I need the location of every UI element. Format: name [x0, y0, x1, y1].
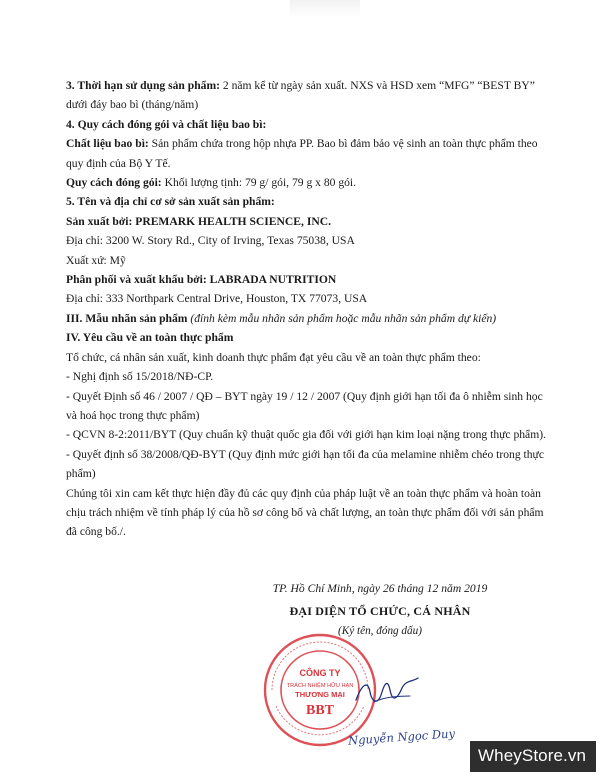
representative-title: ĐẠI DIỆN TỔ CHỨC, CÁ NHÂN: [289, 604, 471, 618]
handwritten-signature: [352, 672, 422, 712]
distributor: [66, 270, 556, 289]
packing-spec-text: Khối lượng tịnh: 79 g/ gói, 79 g x 80 gói.: [161, 176, 357, 190]
stamp-line-3: THƯƠNG MẠI: [295, 690, 345, 699]
scan-smudge: [290, 0, 360, 18]
section-4-heading: 4. Quy cách đóng gói và chất liệu bao bì:: [66, 117, 267, 131]
sign-instruction: (Ký tên, đóng dấu): [338, 625, 422, 637]
requirement-item: - QCVN 8-2:2011/BYT (Quy chuẩn kỹ thuật quốc gia đối với giới hạn kim loại nặng trong thực phẩm).: [66, 428, 546, 442]
section-3: [66, 76, 556, 115]
origin: Xuất xứ: Mỹ: [66, 253, 126, 267]
section-iv-heading: IV. Yêu cầu về an toàn thực phẩm: [66, 331, 234, 345]
manufacturer-name: PREMARK HEALTH SCIENCE, INC.: [132, 214, 331, 228]
manufacturer-address: Địa chỉ: 3200 W. Story Rd., City of Irving, Texas 75038, USA: [66, 234, 355, 248]
signer-name: Nguyễn Ngọc Duy: [347, 726, 456, 748]
requirement-item: - Quyết Định số 46 / 2007 / QĐ – BYT ngày 19 / 12 / 2007 (Quy định giới hạn tối đa ô nhiễm sinh học và hoá học trong thực phẩm): [66, 389, 543, 422]
section-iii: [66, 309, 556, 328]
requirement-item: - Nghị định số 15/2018/NĐ-CP.: [66, 370, 214, 384]
section-3-heading: 3. Thời hạn sử dụng sản phẩm:: [66, 79, 220, 92]
document-body: [66, 76, 556, 542]
packaging-material: [66, 134, 556, 173]
distributor-label: Phân phối và xuất khẩu bởi:: [66, 273, 207, 287]
section-5-heading: 5. Tên và địa chỉ cơ sở sản xuất sản phẩm:: [66, 195, 275, 209]
stamp-line-1: CÔNG TY: [299, 668, 341, 678]
section-3-text: 2 năm kể từ ngày sản xuất. NXS và HSD xem “MFG” “BEST BY” dưới đáy bao bì (tháng/năm): [66, 79, 535, 112]
packing-spec: [66, 173, 556, 192]
distributor-name: LABRADA NUTRITION: [206, 273, 337, 287]
place-date: TP. Hồ Chí Minh, ngày 26 tháng 12 năm 2019: [272, 582, 488, 595]
distributor-address: Địa chỉ: 333 Northpark Central Drive, Houston, TX 77073, USA: [66, 292, 368, 306]
stamp-line-2: TRÁCH NHIỆM HỮU HẠN: [286, 683, 354, 689]
commitment-paragraph: Chúng tôi xin cam kết thực hiện đầy đủ các quy định của pháp luật về an toàn thực phẩm và hoàn toàn chịu trách nhiệm về tính pháp lý của hồ sơ công bố và chất lượng, an toàn thực phẩm đối với sản phẩm đã công bố./.: [66, 486, 544, 539]
packaging-material-text: Sản phẩm chứa trong hộp nhựa PP. Bao bì đảm bảo vệ sinh an toàn thực phẩm theo quy định của Bộ Y Tế.: [66, 137, 538, 170]
manufacturer: [66, 212, 556, 231]
stamp-line-4: BBT: [305, 703, 335, 718]
manufacturer-label: Sản xuất bởi:: [66, 214, 133, 228]
watermark: WheyStore.vn: [470, 741, 596, 772]
packaging-material-label: Chất liệu bao bì:: [66, 137, 149, 151]
section-iii-note: (đính kèm mẫu nhãn sản phẩm hoặc mẫu nhãn sản phẩm dự kiến): [187, 311, 497, 325]
section-iii-heading: III. Mẫu nhãn sản phẩm: [66, 311, 188, 325]
requirement-item: - Quyết định số 38/2008/QĐ-BYT (Quy định mức giới hạn tối đa của melamine nhiễm chéo trong thực phẩm): [66, 447, 544, 481]
requirements-intro: Tổ chức, cá nhân sản xuất, kinh doanh thực phẩm đạt yêu cầu về an toàn thực phẩm theo:: [66, 350, 481, 364]
packing-spec-label: Quy cách đóng gói:: [66, 176, 162, 190]
